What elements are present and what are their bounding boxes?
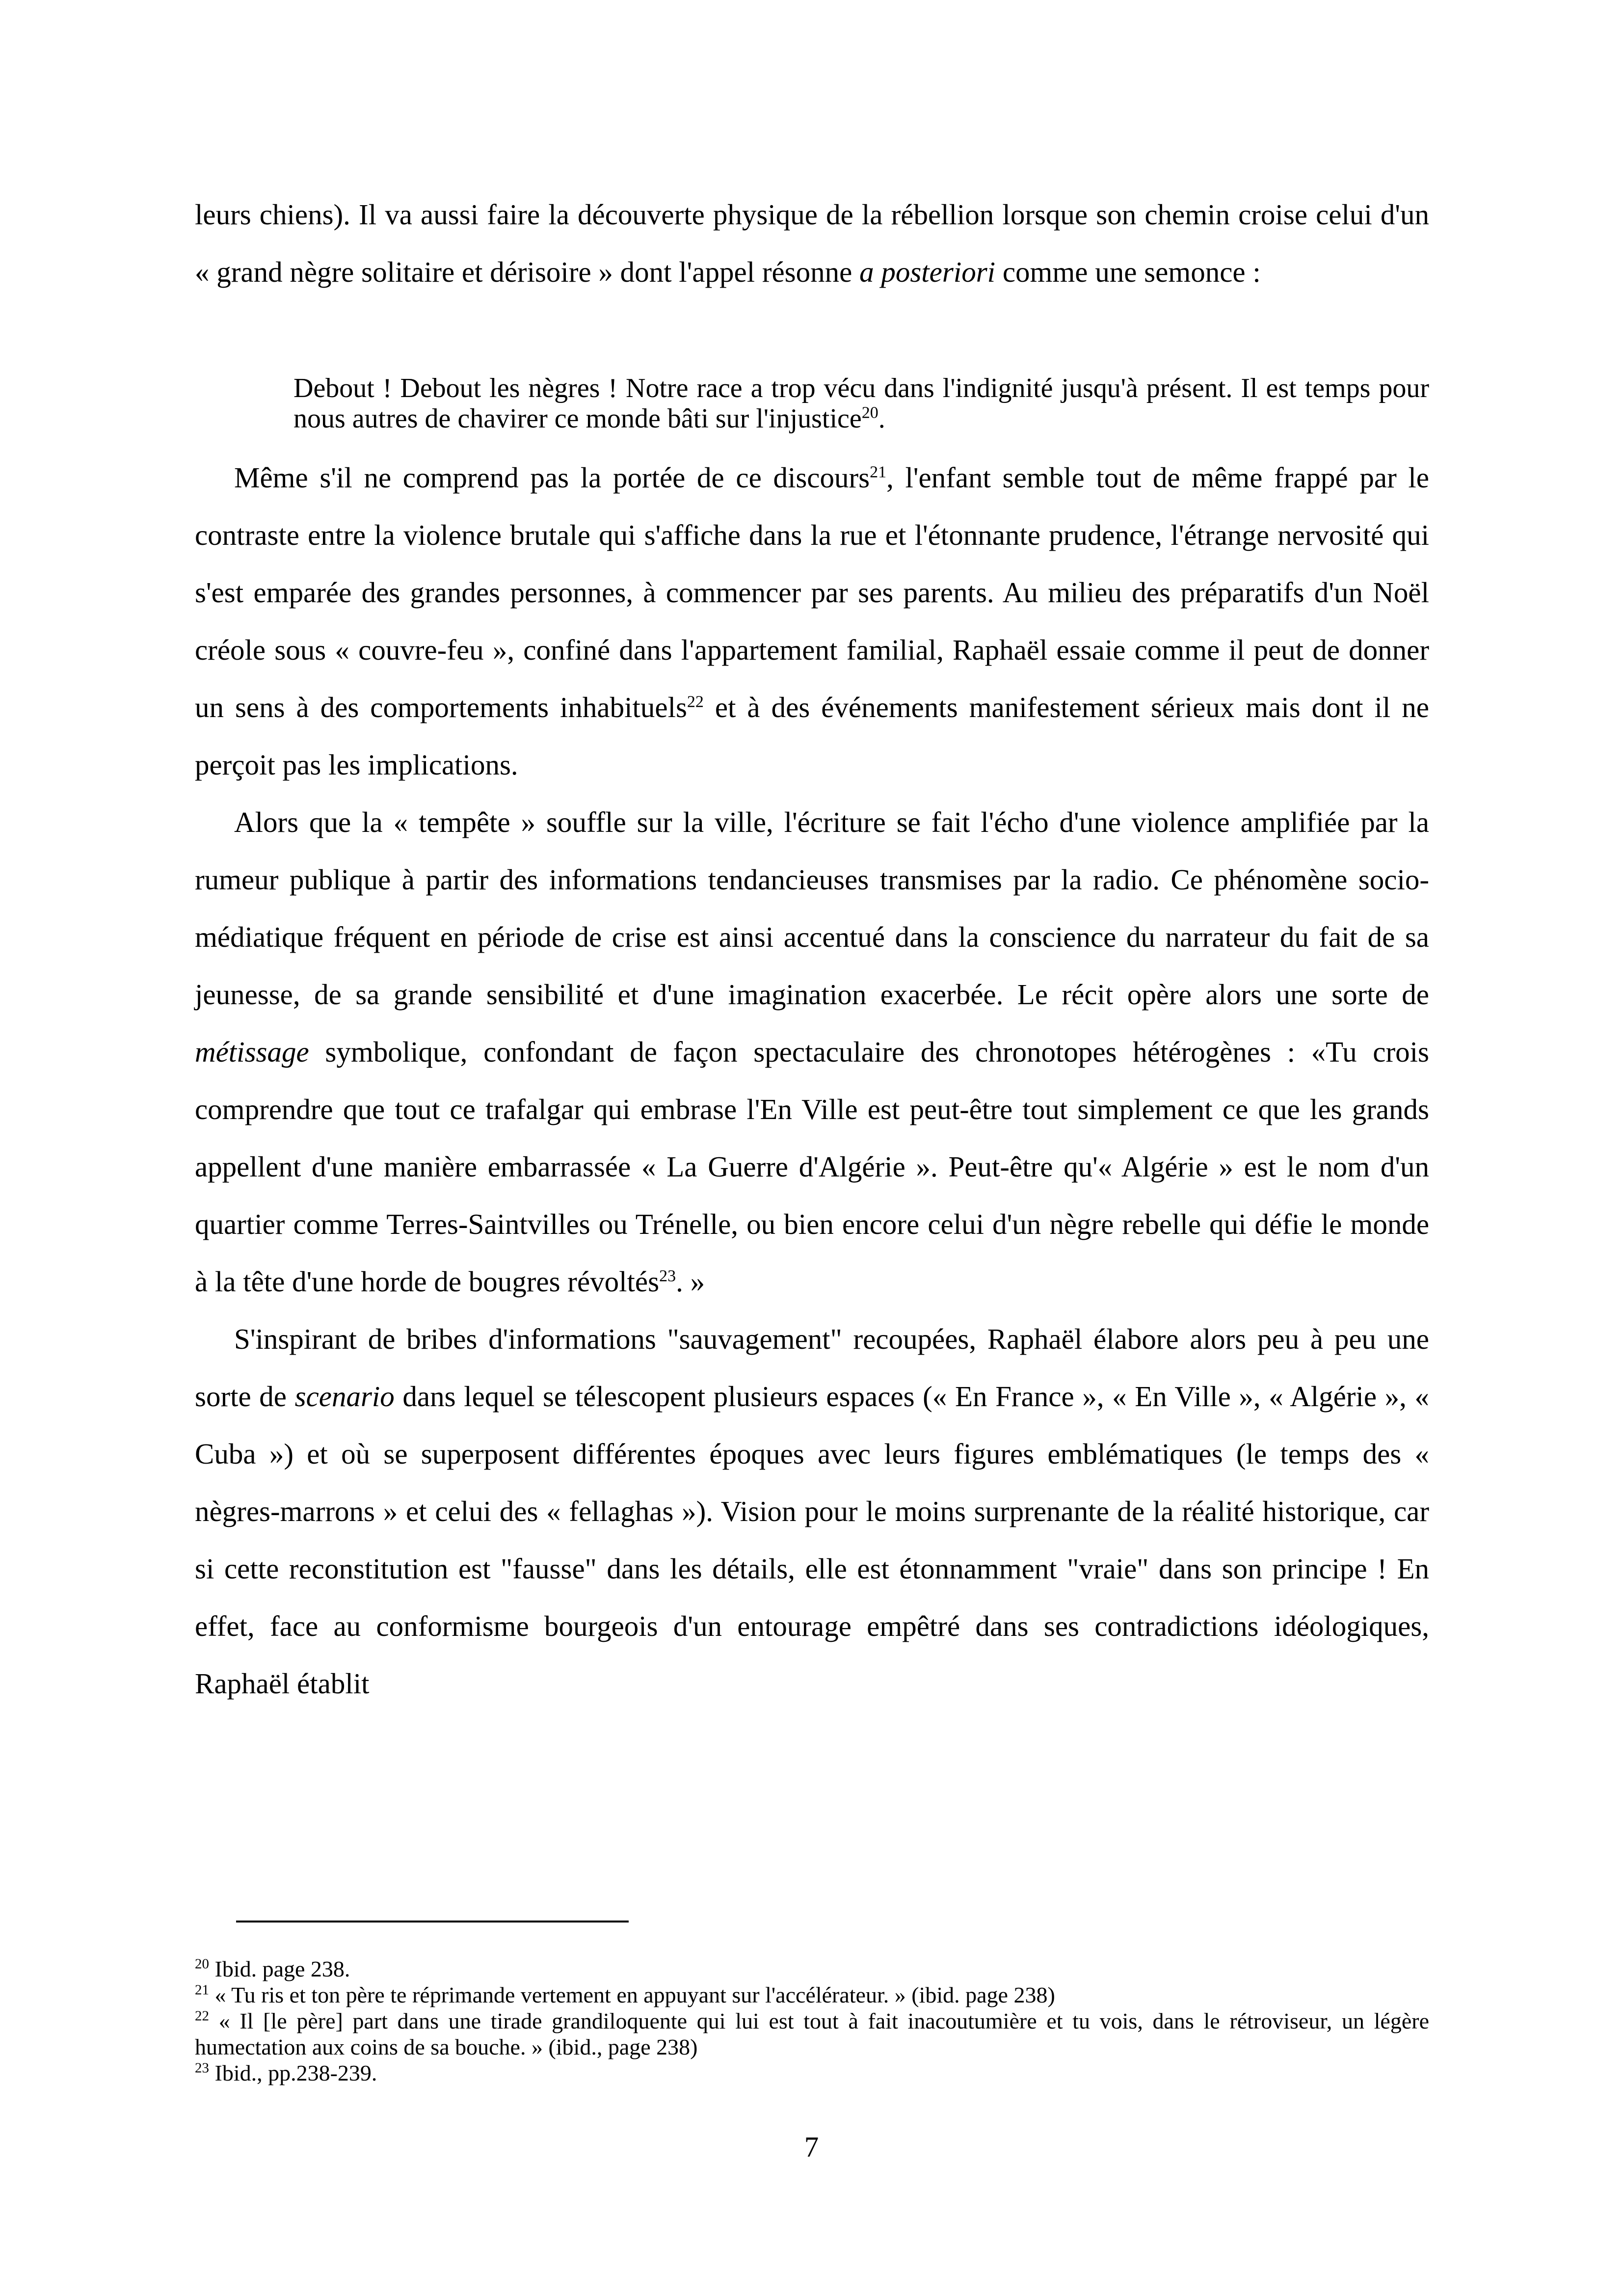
footnote-separator: [236, 1921, 629, 1922]
paragraph-2-b: , l'enfant semble tout de même frappé par le contraste entre la violence brutale qui s'affiche dans la rue et l'étonnante prudence, l'étrange nervosité qui s'est emparée des grandes personnes, à commencer par ses parents. Au milieu des préparatifs d'un Noël créole sous « couvre-feu », confiné dans l'appartement familial, Raphaël essaie comme il peut de donner un sens à des comportements inhabituels: [195, 461, 1429, 723]
footnote-number: 22: [195, 2008, 209, 2024]
footnote-ref-20: 20: [861, 403, 878, 422]
footnote-text: Ibid., pp.238-239.: [214, 2060, 377, 2085]
footnote-ref-21: 21: [870, 463, 887, 481]
paragraph-4-italic: scenario: [294, 1380, 395, 1413]
footnote-number: 23: [195, 2060, 209, 2076]
footnote-23: [195, 2060, 1429, 2086]
paragraph-1-italic: a posteriori: [859, 256, 996, 288]
block-quote: [293, 373, 1429, 434]
paragraph-2-c: et à des événements manifestement sérieux mais dont il ne perçoit pas les implications.: [195, 691, 1429, 781]
paragraph-4-a: S'inspirant de bribes d'informations "sauvagement" recoupées, Raphaël élabore alors peu à peu une sorte de: [195, 1323, 1429, 1413]
footnote-number: 20: [195, 1956, 209, 1972]
paragraph-3: [195, 794, 1429, 1310]
paragraph-3-a: Alors que la « tempête » souffle sur la ville, l'écriture se fait l'écho d'une violence amplifiée par la rumeur publique à partir des informations tendancieuses transmises par la radio. Ce phénomène socio-médiatique fréquent en période de crise est ainsi accentué dans la conscience du narrateur du fait de sa jeunesse, de sa grande sensibilité et d'une imagination exacerbée. Le récit opère alors une sorte de: [195, 806, 1429, 1011]
footnote-ref-22: 22: [687, 693, 704, 711]
footnote-20: [195, 1956, 1429, 1982]
paragraph-3-c: . »: [676, 1265, 705, 1298]
footnote-text: « Il [le père] part dans une tirade grandiloquente qui lui est tout à fait inacoutumière et tu vois, dans le rétroviseur, un légère humectation aux coins de sa bouche. » (ibid., page 238): [195, 2008, 1430, 2059]
paragraph-1-text: leurs chiens). Il va aussi faire la découverte physique de la rébellion lorsque son chemin croise celui d'un « grand nègre solitaire et dérisoire » dont l'appel résonne: [195, 198, 1429, 288]
footnote-ref-23: 23: [659, 1267, 676, 1285]
paragraph-4-b: dans lequel se télescopent plusieurs espaces (« En France », « En Ville », « Algérie », « Cuba ») et où se superposent différentes époques avec leurs figures emblématiques (le temps des « nègres-marrons » et celui des « fellaghas »). Vision pour le moins surprenante de la réalité historique, car si cette reconstitution est "fausse" dans les détails, elle est étonnamment "vraie" dans son principe ! En effet, face au conformisme bourgeois d'un entourage empêtré dans ses contradictions idéologiques, Raphaël établit: [195, 1380, 1430, 1700]
footnote-21: [195, 1982, 1429, 2008]
footnote-text: Ibid. page 238.: [214, 1956, 350, 1981]
paragraph-3-b: symbolique, confondant de façon spectaculaire des chronotopes hétérogènes : «Tu crois comprendre que tout ce trafalgar qui embrase l'En Ville est peut-être tout simplement ce que les grands appellent d'une manière embarrassée « La Guerre d'Algérie ». Peut-être qu'« Algérie » est le nom d'un quartier comme Terres-Saintvilles ou Trénelle, ou bien encore celui d'un nègre rebelle qui défie le monde à la tête d'une horde de bougres révoltés: [195, 1036, 1429, 1298]
footnote-22: [195, 2008, 1429, 2060]
paragraph-1: [195, 186, 1429, 301]
block-quote-end: .: [878, 403, 885, 434]
paragraph-2: [195, 449, 1429, 794]
page-number: 7: [804, 2131, 819, 2163]
block-quote-text: Debout ! Debout les nègres ! Notre race a trop vécu dans l'indignité jusqu'à présent. Il est temps pour nous autres de chavirer ce monde bâti sur l'injustice: [293, 373, 1429, 434]
footnote-text: « Tu ris et ton père te réprimande vertement en appuyant sur l'accélérateur. » (ibid. page 238): [214, 1982, 1055, 2007]
paragraph-2-a: Même s'il ne comprend pas la portée de ce discours: [234, 461, 870, 494]
paragraph-4: [195, 1310, 1429, 1712]
footnotes: [195, 1956, 1429, 2086]
body-continuation: [195, 449, 1429, 1712]
footnote-number: 21: [195, 1982, 209, 1998]
paragraph-1-end: comme une semonce :: [995, 256, 1261, 288]
paragraph-3-italic: métissage: [195, 1036, 309, 1068]
